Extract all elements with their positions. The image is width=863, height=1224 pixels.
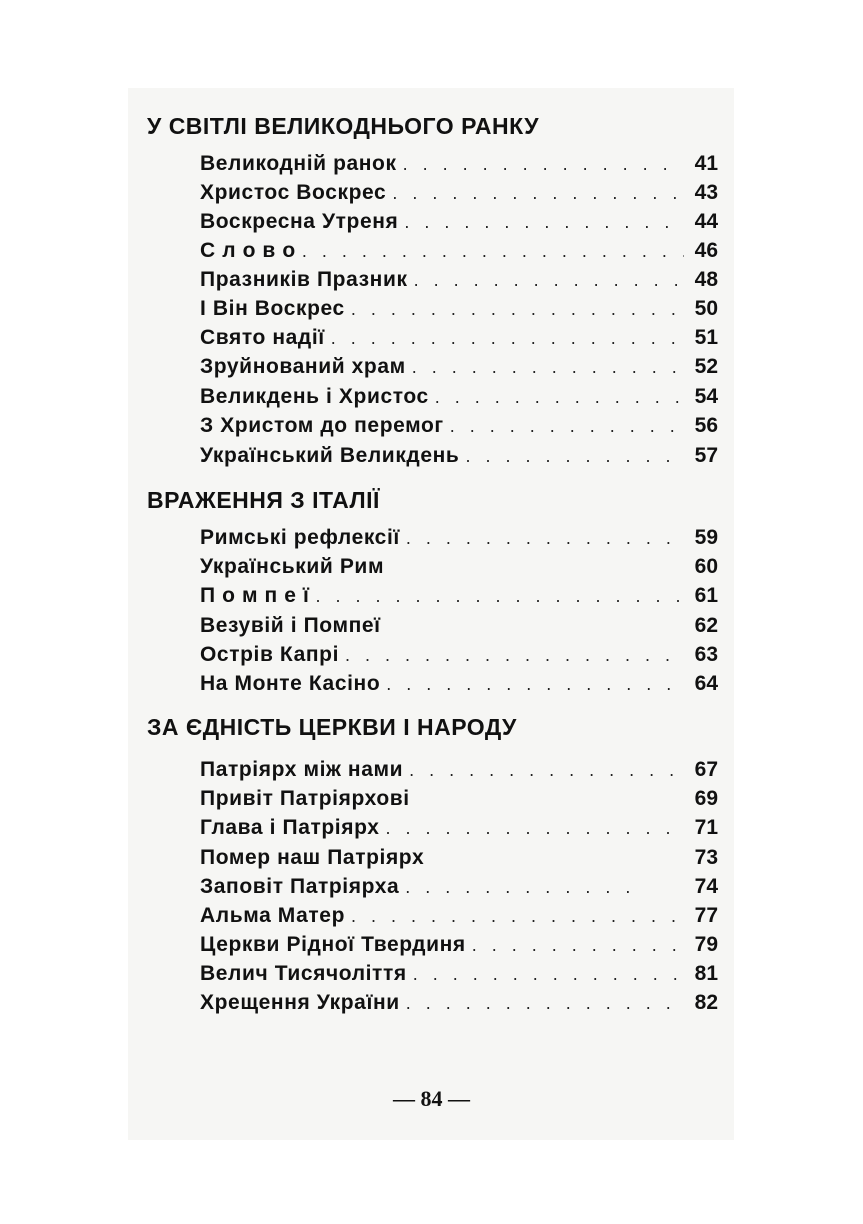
toc-entry xyxy=(200,582,718,610)
entry-page: 82 xyxy=(694,991,718,1014)
entry-page: 51 xyxy=(694,326,718,349)
toc-entry xyxy=(200,324,718,352)
entry-page: 57 xyxy=(694,444,718,467)
leader-dots xyxy=(331,324,684,352)
entry-page: 54 xyxy=(694,385,718,408)
entry-page: 64 xyxy=(694,672,718,695)
toc-entry xyxy=(200,150,718,178)
toc-entry xyxy=(200,442,718,470)
entry-title: Альма Матер xyxy=(200,904,346,927)
leader-dots xyxy=(465,442,684,470)
entry-title: Патріярх між нами xyxy=(200,758,404,781)
leader-dots xyxy=(351,902,684,930)
entry-page: 67 xyxy=(694,758,718,781)
entry-page: 79 xyxy=(694,933,718,956)
entry-title: З Христом до перемог xyxy=(200,414,444,437)
leader-dots xyxy=(472,931,684,959)
entry-title: П о м п е ї xyxy=(200,584,310,607)
leader-dots xyxy=(345,641,684,669)
entry-page: 44 xyxy=(694,210,718,233)
leader-dots xyxy=(392,179,684,207)
entry-title: Хрещення України xyxy=(200,991,400,1014)
entry-page: 56 xyxy=(694,414,718,437)
toc-entry xyxy=(200,873,718,901)
leader-dots xyxy=(351,295,684,323)
entry-page: 50 xyxy=(694,297,718,320)
toc-entry xyxy=(200,844,718,872)
leader-dots xyxy=(404,208,684,236)
entry-title: Воскресна Утреня xyxy=(200,210,399,233)
leader-dots xyxy=(406,524,684,552)
page-number: — 84 — xyxy=(393,1086,470,1111)
entry-page: 48 xyxy=(694,268,718,291)
entry-title: Празників Празник xyxy=(200,268,408,291)
toc-entry xyxy=(200,237,718,265)
entry-page: 46 xyxy=(694,239,718,262)
toc-entry xyxy=(200,931,718,959)
leader-dots xyxy=(435,383,684,411)
leader-dots xyxy=(316,582,685,610)
entry-page: 43 xyxy=(694,181,718,204)
entry-page: 52 xyxy=(694,355,718,378)
section-title: ВРАЖЕННЯ З ІТАЛІЇ xyxy=(147,487,380,513)
entry-title: Помер наш Патріярх xyxy=(200,846,425,869)
leader-dots xyxy=(450,412,684,440)
entry-title: Привіт Патріярхові xyxy=(200,787,410,810)
entry-title: На Монте Касіно xyxy=(200,672,381,695)
toc-entry xyxy=(200,612,718,640)
leader-dots xyxy=(403,150,684,178)
entry-page: 61 xyxy=(694,584,718,607)
entry-page: 59 xyxy=(694,526,718,549)
toc-entry xyxy=(200,179,718,207)
leader-dots xyxy=(386,670,684,698)
leader-dots xyxy=(413,960,684,988)
toc-entry xyxy=(200,208,718,236)
entry-page: 69 xyxy=(694,787,718,810)
toc-entry xyxy=(200,989,718,1017)
entry-page: 74 xyxy=(694,875,718,898)
toc-entry xyxy=(200,756,718,784)
toc-entry xyxy=(200,266,718,294)
entry-title: Український Великдень xyxy=(200,444,460,467)
entry-title: Везувій і Помпеї xyxy=(200,614,381,637)
toc-entry xyxy=(200,295,718,323)
section-title: ЗА ЄДНІСТЬ ЦЕРКВИ І НАРОДУ xyxy=(147,714,517,740)
entry-title: Глава і Патріярх xyxy=(200,816,380,839)
leader-dots xyxy=(405,873,630,901)
entry-title: Римські рефлексії xyxy=(200,526,400,549)
entry-title: І Він Воскрес xyxy=(200,297,345,320)
entry-page: 60 xyxy=(694,555,718,578)
toc-entry xyxy=(200,641,718,669)
leader-dots xyxy=(412,353,684,381)
entry-title: С л о в о xyxy=(200,239,296,262)
entry-page: 81 xyxy=(694,962,718,985)
entry-page: 71 xyxy=(694,816,718,839)
toc-entry xyxy=(200,814,718,842)
toc-entry xyxy=(200,353,718,381)
toc-entry xyxy=(200,524,718,552)
leader-dots xyxy=(302,237,684,265)
entry-page: 62 xyxy=(694,614,718,637)
entry-title: Український Рим xyxy=(200,555,385,578)
entry-page: 41 xyxy=(694,152,718,175)
toc-entry xyxy=(200,412,718,440)
entry-title: Велич Тисячоліття xyxy=(200,962,407,985)
leader-dots xyxy=(414,266,684,294)
entry-title: Зруйнований храм xyxy=(200,355,406,378)
leader-dots xyxy=(409,756,684,784)
section-title: У СВІТЛІ ВЕЛИКОДНЬОГО РАНКУ xyxy=(147,113,540,139)
entry-title: Церкви Рідної Твердиня xyxy=(200,933,466,956)
toc-entry xyxy=(200,383,718,411)
entry-page: 77 xyxy=(694,904,718,927)
entry-title: Великодній ранок xyxy=(200,152,397,175)
toc-entry xyxy=(200,553,718,581)
toc-entry xyxy=(200,960,718,988)
leader-dots xyxy=(386,814,685,842)
toc-entry xyxy=(200,785,718,813)
entry-title: Острів Капрі xyxy=(200,643,340,666)
entry-title: Заповіт Патріярха xyxy=(200,875,400,898)
entry-page: 63 xyxy=(694,643,718,666)
entry-title: Свято надії xyxy=(200,326,325,349)
entry-title: Великдень і Христос xyxy=(200,385,429,408)
toc-entry xyxy=(200,670,718,698)
entry-title: Христос Воскрес xyxy=(200,181,387,204)
toc-entry xyxy=(200,902,718,930)
leader-dots xyxy=(406,989,684,1017)
entry-page: 73 xyxy=(694,846,718,869)
